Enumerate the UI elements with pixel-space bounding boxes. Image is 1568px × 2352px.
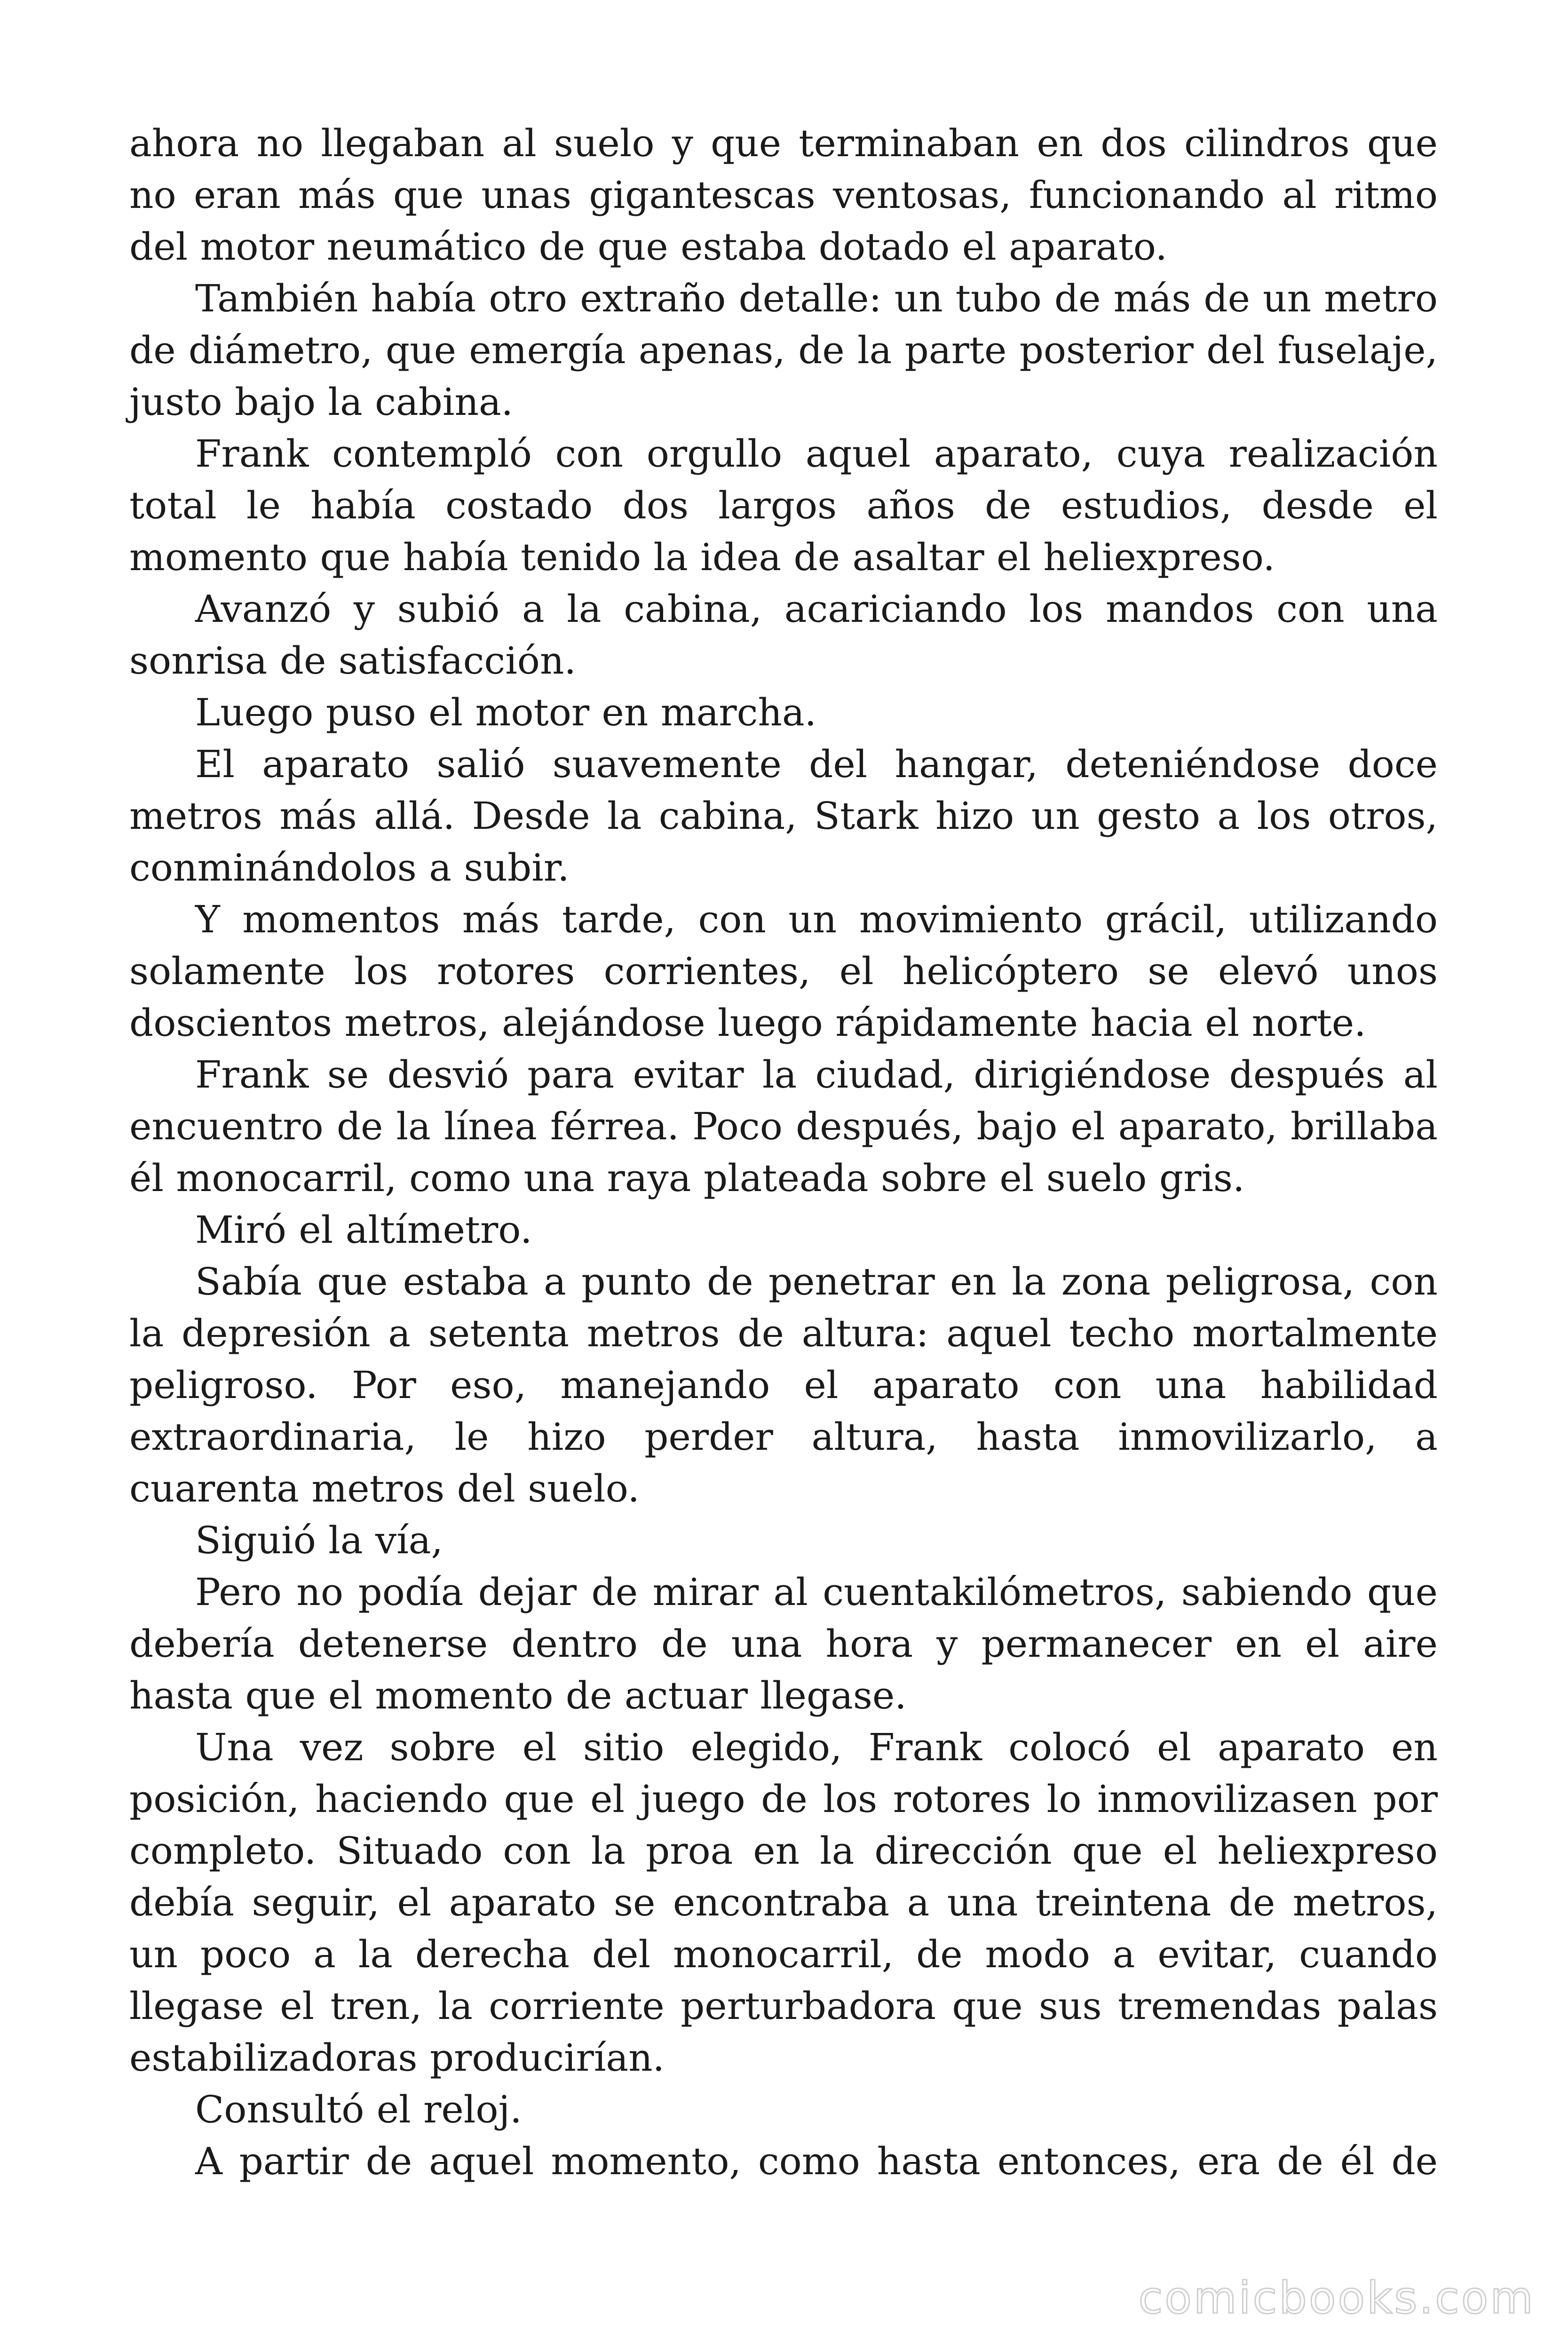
paragraph: Sabía que estaba a punto de penetrar en la zona peligrosa, con la depresión a setenta metros de altura: aquel techo mortalmente peligroso. Por eso, manejando el aparato con una habilidad extraordinaria, le hizo perder altura, hasta inmovilizarlo, a cuarenta metros del suelo. [129,1260,1438,1510]
paragraph: Frank contempló con orgullo aquel aparato, cuya realización total le había costado dos largos años de estudios, desde el momento que había tenido la idea de asaltar el heliexpreso. [129,432,1438,579]
paragraph: Luego puso el motor en marcha. [195,691,817,734]
paragraph: ahora no llegaban al suelo y que terminaban en dos cilindros que no eran más que unas gigantescas ventosas, funcionando al ritmo del motor neumático de que estaba dotado el aparato. [129,121,1438,269]
paragraph: A partir de aquel momento, como hasta entonces, era de él de [195,2139,1438,2183]
book-page-text [129,118,1438,2187]
paragraph: El aparato salió suavemente del hangar, deteniéndose doce metros más allá. Desde la cabina, Stark hizo un gesto a los otros, conminándolos a subir. [129,742,1438,890]
paragraph: Pero no podía dejar de mirar al cuentakilómetros, sabiendo que debería detenerse dentro de una hora y permanecer en el aire hasta que el momento de actuar llegase. [129,1570,1438,1717]
watermark: comicbooks.com [1138,2273,1535,2324]
paragraph: Una vez sobre el sitio elegido, Frank colocó el aparato en posición, haciendo que el juego de los rotores lo inmovilizasen por completo. Situado con la proa en la dirección que el heliexpreso debía seguir, el aparato se encontraba a una treintena de metros, un poco a la derecha del monocarril, de modo a evitar, cuando llegase el tren, la corriente perturbadora que sus tremendas palas estabilizadoras producirían. [129,1725,1438,2080]
paragraph: Siguió la vía, [195,1518,443,1562]
paragraph: Consultó el reloj. [195,2088,522,2131]
paragraph: También había otro extraño detalle: un tubo de más de un metro de diámetro, que emergía apenas, de la parte posterior del fuselaje, justo bajo la cabina. [129,277,1438,424]
paragraph: Y momentos más tarde, con un movimiento grácil, utilizando solamente los rotores corrientes, el helicóptero se elevó unos doscientos metros, alejándose luego rápidamente hacia el norte. [129,898,1438,1045]
paragraph: Frank se desvió para evitar la ciudad, dirigiéndose después al encuentro de la línea férrea. Poco después, bajo el aparato, brillaba él monocarril, como una raya plateada sobre el suelo gris. [129,1053,1438,1200]
paragraph: Miró el altímetro. [195,1208,532,1252]
paragraph: Avanzó y subió a la cabina, acariciando los mandos con una sonrisa de satisfacción. [129,587,1438,683]
